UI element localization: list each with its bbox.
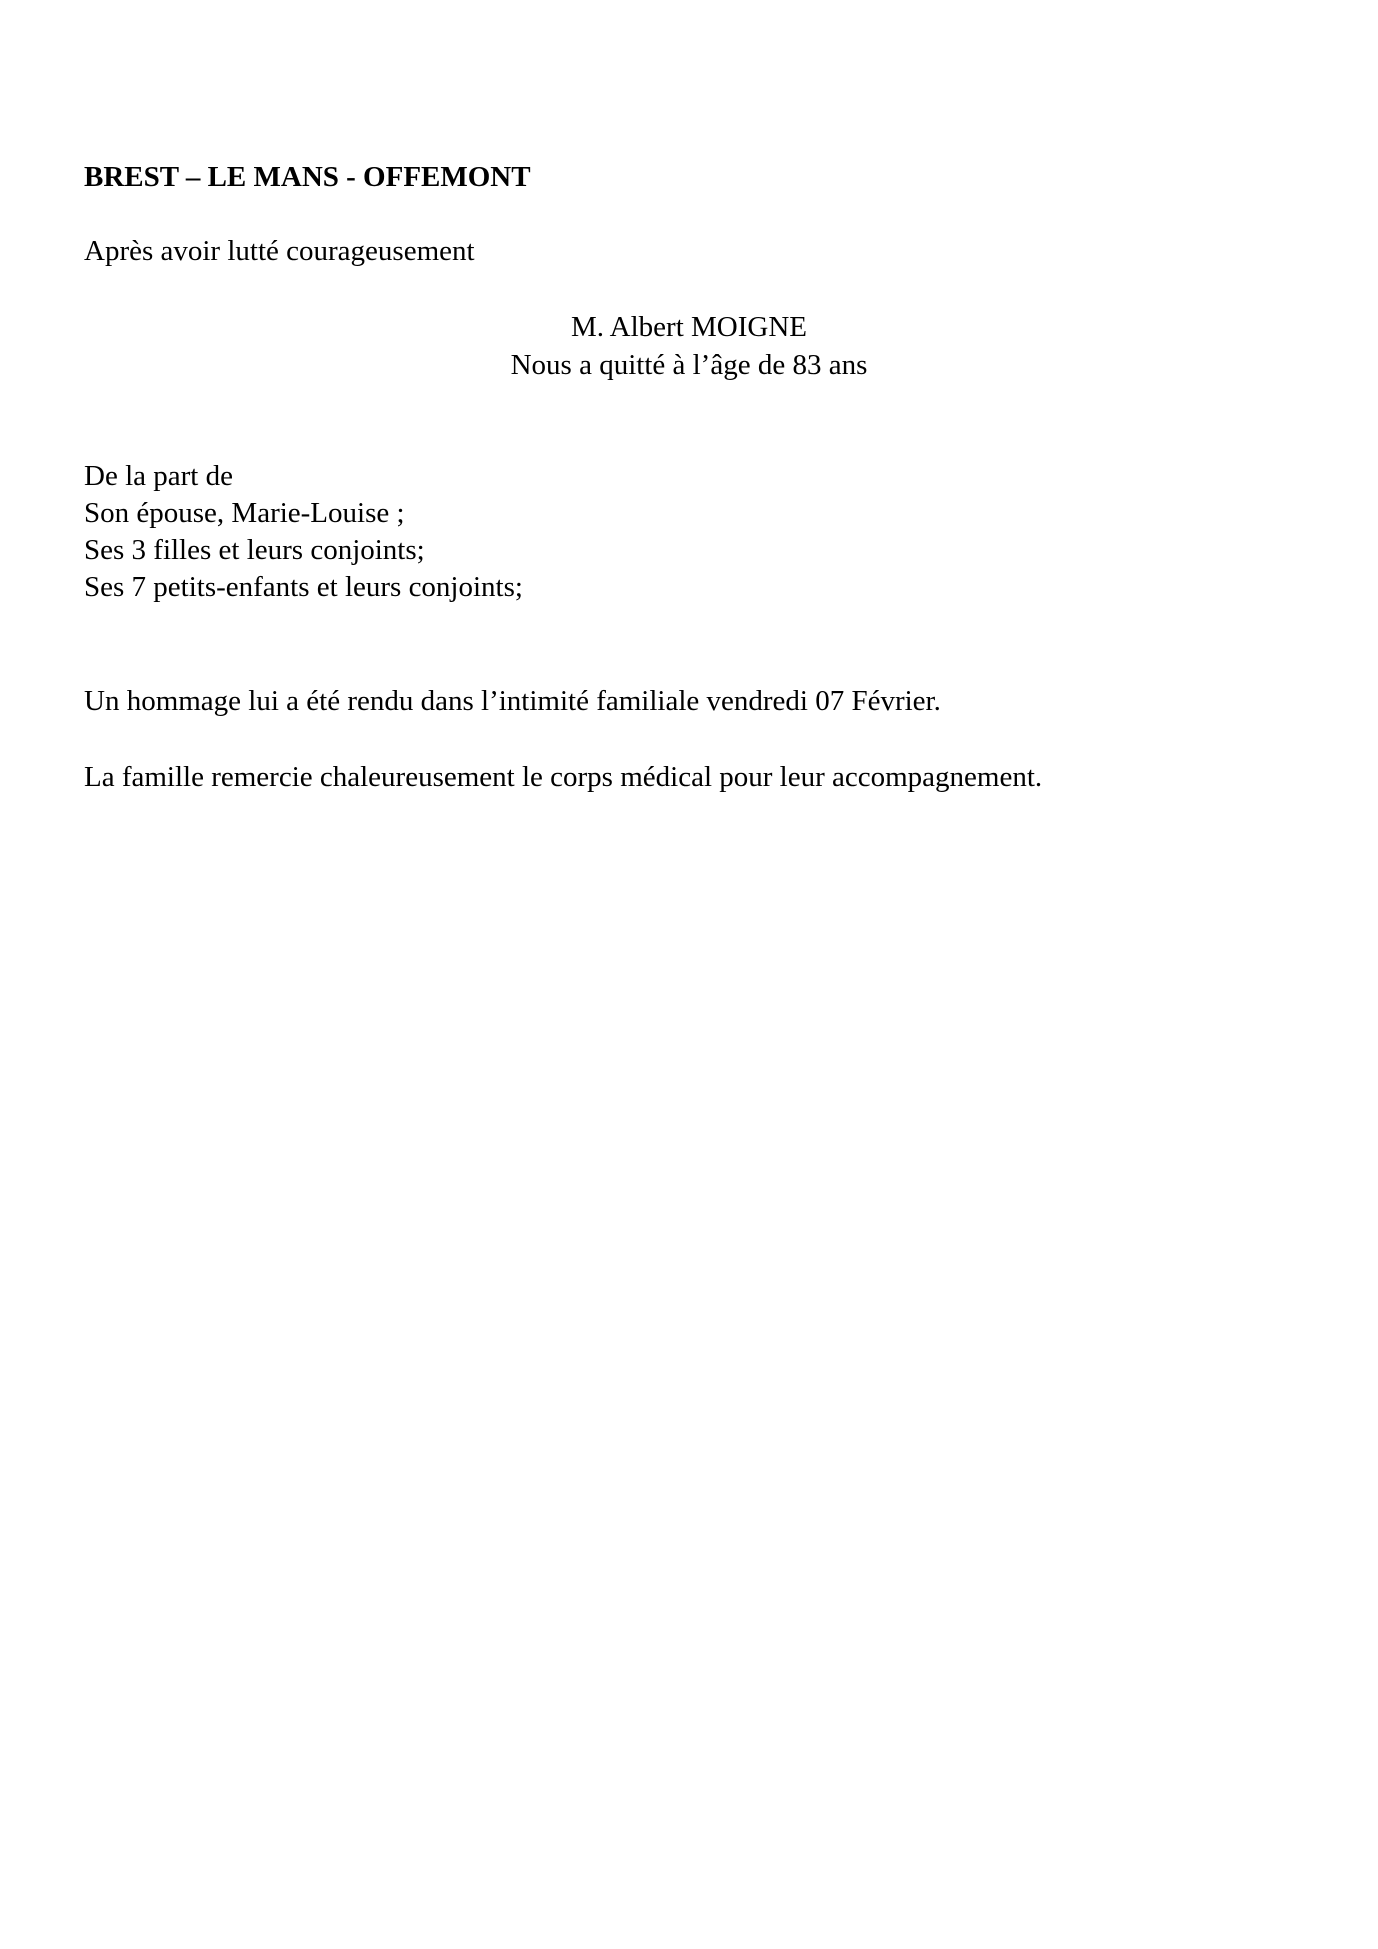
family-line: Ses 7 petits-enfants et leurs conjoints;: [84, 571, 523, 603]
deceased-name: M. Albert MOIGNE: [570, 311, 807, 343]
age-line: Nous a quitté à l’âge de 83 ans: [510, 349, 868, 381]
family-line: De la part de: [84, 460, 233, 492]
thanks-text: La famille remercie chaleureusement le corps médical pour leur accompagnement.: [84, 761, 1043, 793]
family-line: Ses 3 filles et leurs conjoints;: [84, 534, 425, 566]
document-heading: BREST – LE MANS - OFFEMONT: [84, 161, 531, 193]
tribute-text: Un hommage lui a été rendu dans l’intimité familiale vendredi 07 Février.: [84, 685, 941, 717]
family-line: Son épouse, Marie-Louise ;: [84, 497, 405, 529]
intro-text: Après avoir lutté courageusement: [84, 235, 475, 267]
family-list: [84, 458, 523, 606]
